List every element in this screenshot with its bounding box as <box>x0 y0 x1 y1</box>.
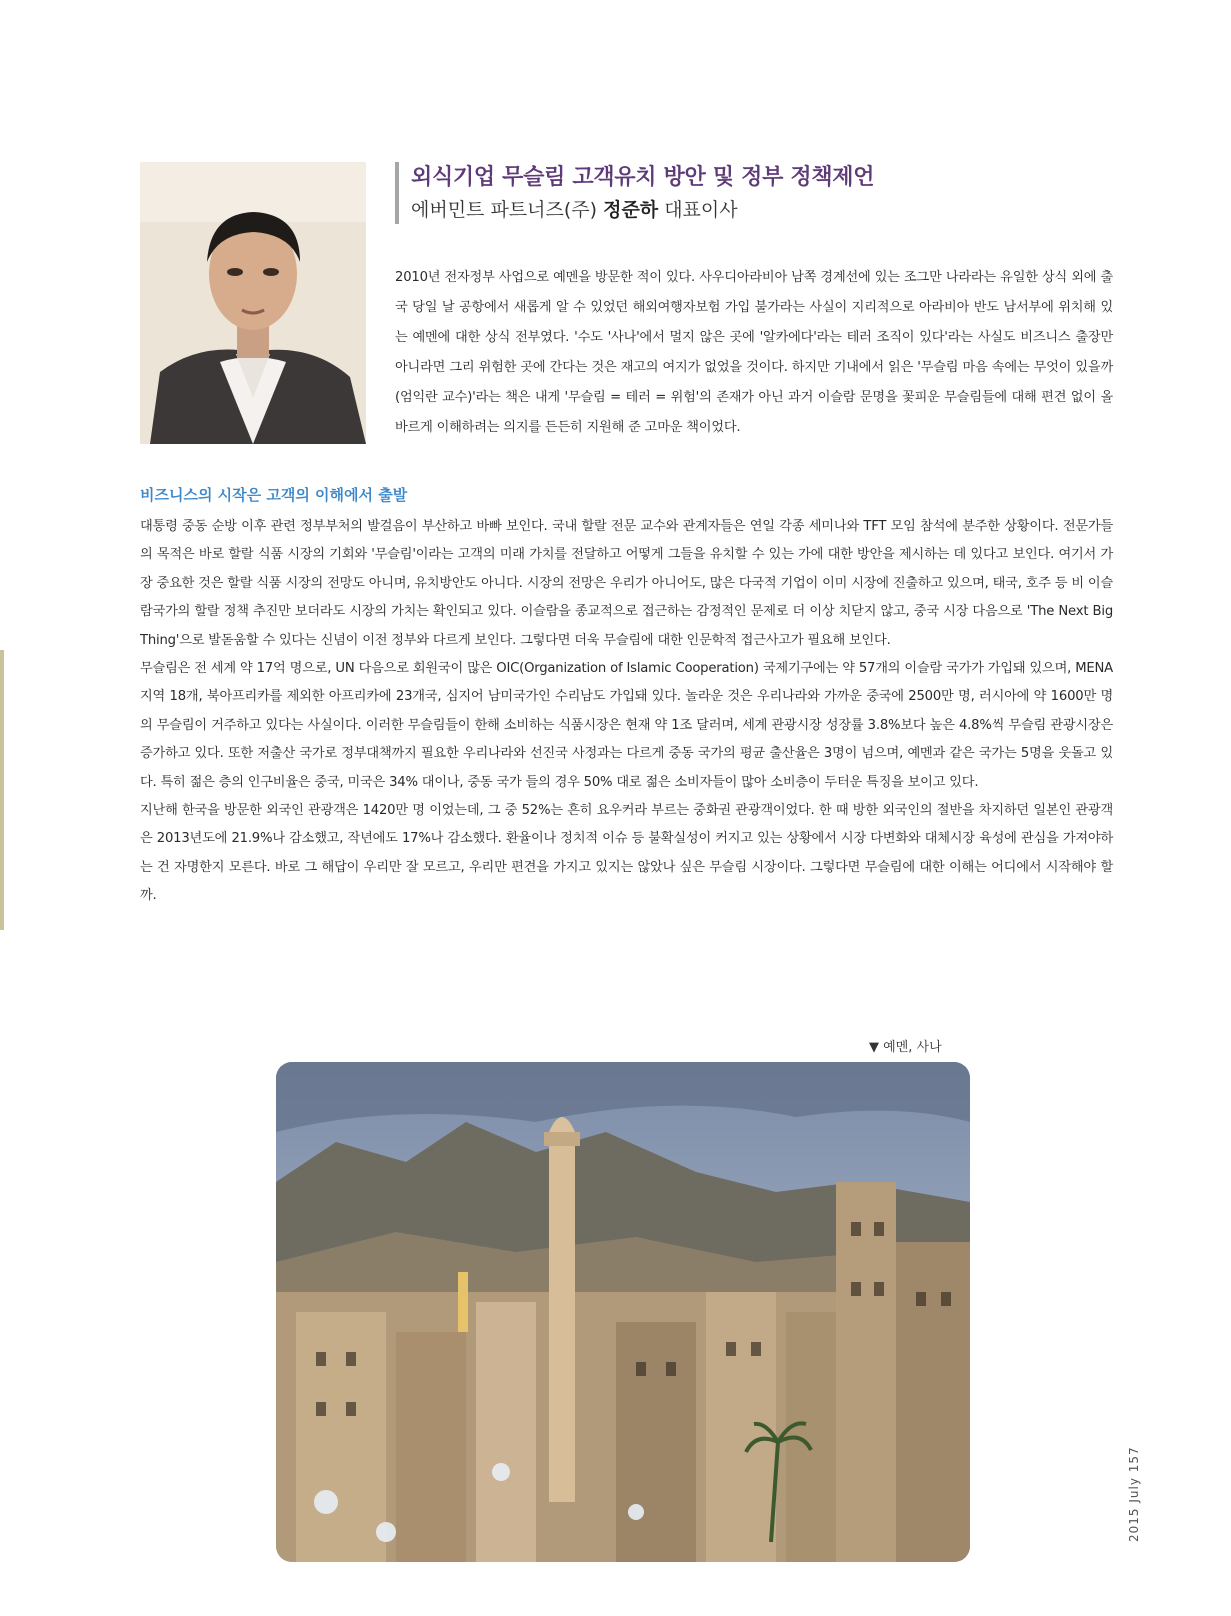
page-footer: 2015 July 157 <box>1127 1446 1141 1542</box>
sanaa-cityscape-photo <box>276 1062 970 1562</box>
photo-caption: ▼ 예멘, 사나 <box>869 1040 942 1055</box>
article-body <box>140 513 1113 911</box>
article-title-block <box>395 162 874 224</box>
author-photo <box>140 162 366 444</box>
article-byline <box>411 196 874 224</box>
body-paragraph: 지난해 한국을 방문한 외국인 관광객은 1420만 명 이었는데, 그 중 52%는 흔히 요우커라 부르는 중화권 관광객이었다. 한 때 방한 외국인의 절반을 차지하던 일본인 관광객은 2013년도에 21.9%나 감소했고, 작년에도 17%나 감소했다. 환율이나 정치적 이슈 등 불확실성이 커지고 있는 상황에서 시장 다변화와 대체시장 육성에 관심을 가져야하는 건 자명한지 모른다. 바로 그 해답이 우리만 잘 모르고, 우리만 편견을 가지고 있지는 않았나 싶은 무슬림 시장이다. 그렇다면 무슬림에 대한 이해는 어디에서 시작해야 할까. <box>140 803 1113 904</box>
margin-accent-bar <box>0 650 4 930</box>
byline-name: 정준하 <box>603 199 659 221</box>
article-title: 외식기업 무슬림 고객유치 방안 및 정부 정책제언 <box>411 165 875 190</box>
section-heading: 비즈니스의 시작은 고객의 이해에서 출발 <box>140 486 408 504</box>
byline-org: 에버민트 파트너즈(주) <box>411 199 604 221</box>
intro-paragraph: 2010년 전자정부 사업으로 예멘을 방문한 적이 있다. 사우디아라비아 남쪽 경계선에 있는 조그만 나라라는 유일한 상식 외에 출국 당일 날 공항에서 새롭게 알 수 있었던 해외여행자보험 가입 불가라는 사실이 지리적으로 아라비아 반도 남서부에 위치해 있는 예멘에 대한 상식 전부였다. '수도 '사나'에서 멀지 않은 곳에 '알카에다'라는 테러 조직이 있다'라는 사실도 비즈니스 출장만 아니라면 그리 위험한 곳에 간다는 것은 재고의 여지가 없었을 것이다. 하지만 기내에서 읽은 '무슬림 마음 속에는 무엇이 있을까(엄익란 교수)'라는 책은 내게 '무슬림 = 테러 = 위험'의 존재가 아닌 과거 이슬람 문명을 꽃피운 무슬림들에 대해 편견 없이 올바르게 이해하려는 의지를 든든히 지원해 준 고마운 책이었다. <box>395 270 1113 435</box>
byline-role: 대표이사 <box>658 199 738 221</box>
body-paragraph: 대통령 중동 순방 이후 관련 정부부처의 발걸음이 부산하고 바빠 보인다. 국내 할랄 전문 교수와 관계자들은 연일 각종 세미나와 TFT 모임 참석에 분주한 상황이다. 전문가들의 목적은 바로 할랄 식품 시장의 기회와 '무슬림'이라는 고객의 미래 가치를 전달하고 어떻게 그들을 유치할 수 있는 가에 대한 방안을 제시하는 데 있다고 보인다. 여기서 가장 중요한 것은 할랄 식품 시장의 전망도 아니며, 유치방안도 아니다. 시장의 전망은 우리가 아니어도, 많은 다국적 기업이 이미 시장에 진출하고 있으며, 태국, 호주 등 비 이슬람국가의 할랄 정책 추진만 보더라도 시장의 가치는 확인되고 있다. 이슬람을 종교적으로 접근하는 감정적인 문제로 더 이상 치닫지 않고, 중국 시장 다음으로 'The Next Big Thing'으로 발돋움할 수 있다는 신념이 이전 정부와 다르게 보인다. 그렇다면 더욱 무슬림에 대한 인문학적 접근사고가 필요해 보인다. <box>140 519 1113 648</box>
body-paragraph: 무슬림은 전 세계 약 17억 명으로, UN 다음으로 회원국이 많은 OIC(Organization of Islamic Cooperation) 국제기구에는 약 57개의 이슬람 국가가 가입돼 있으며, MENA 지역 18개, 북아프리카를 제외한 아프리카에 23개국, 심지어 남미국가인 수리남도 가입돼 있다. 놀라운 것은 우리나라와 가까운 중국에 2500만 명, 러시아에 약 1600만 명의 무슬림이 거주하고 있다는 사실이다. 이러한 무슬림들이 한해 소비하는 식품시장은 현재 약 1조 달러며, 세계 관광시장 성장률 3.8%보다 높은 4.8%씩 무슬림 관광시장은 증가하고 있다. 또한 저출산 국가로 정부대책까지 필요한 우리나라와 선진국 사정과는 다르게 중동 국가의 평균 출산율은 3명이 넘으며, 예멘과 같은 국가는 5명을 웃돌고 있다. 특히 젊은 층의 인구비율은 중국, 미국은 34% 대이나, 중동 국가 들의 경우 50% 대로 젊은 소비자들이 많아 소비층이 두터운 특징을 보이고 있다. <box>140 661 1113 790</box>
